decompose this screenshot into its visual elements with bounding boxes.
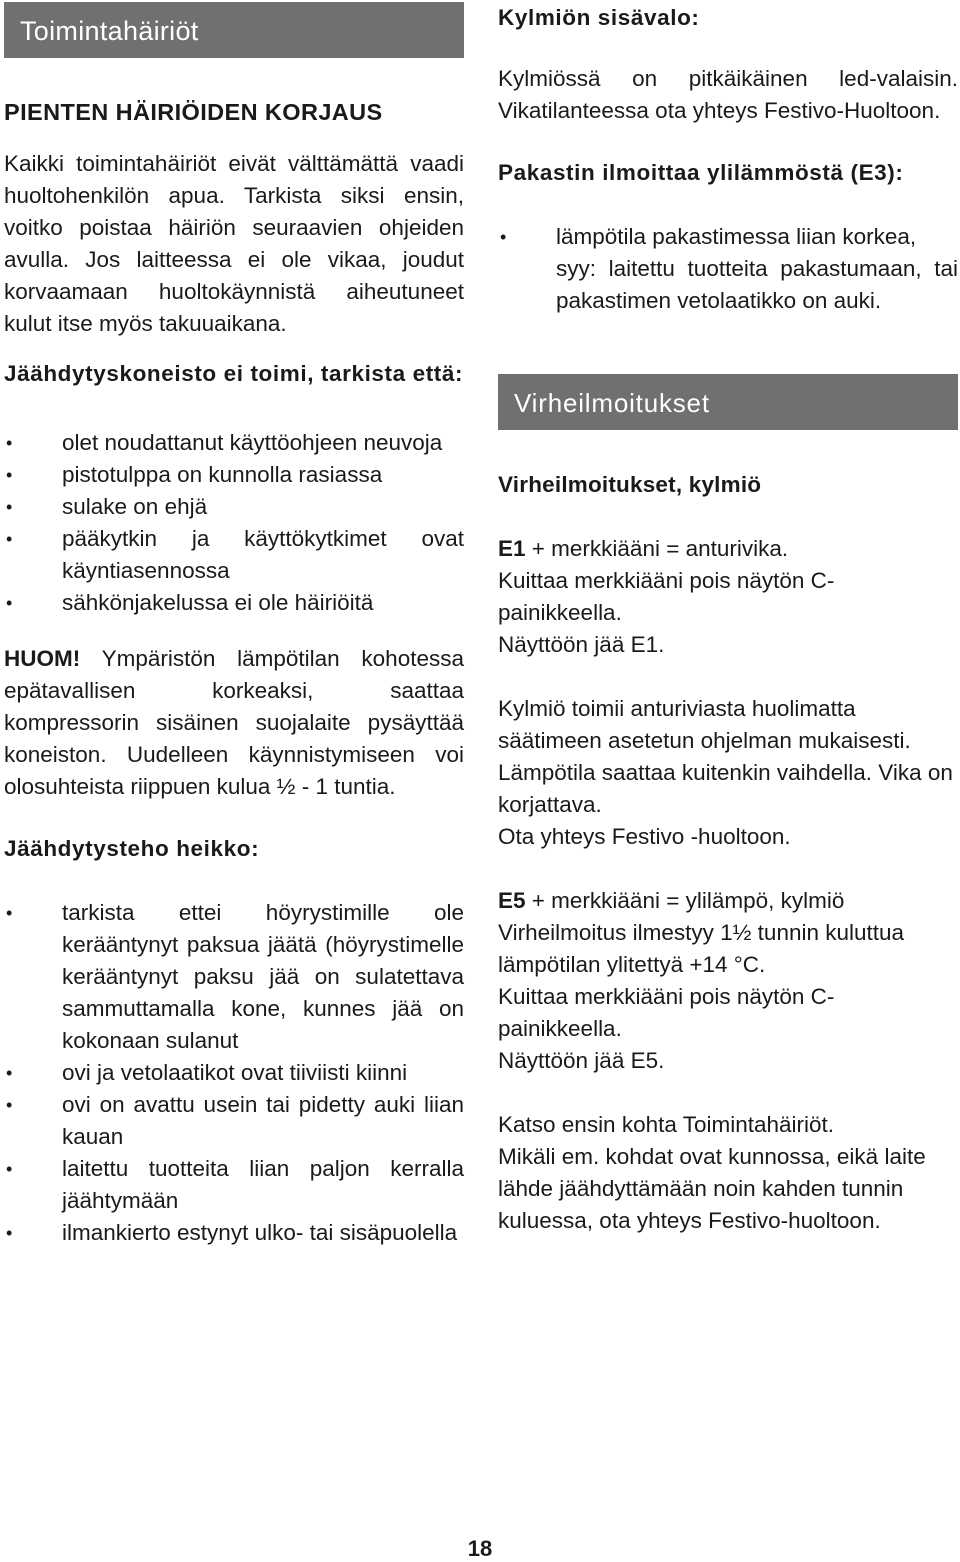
e5-instruction: Kuittaa merkkiääni pois näytön C- painikkeella. xyxy=(498,984,835,1041)
freezer-item-text: lämpötila pakastimessa liian korkea, xyxy=(556,224,917,249)
e5-display: Näyttöön jää E5. xyxy=(498,1048,665,1073)
list-item: • pääkytkin ja käyttökytkimet ovat käyntiasennossa xyxy=(4,523,464,587)
heading-jaahdytyskoneisto: Jäähdytyskoneisto ei toimi, tarkista että: xyxy=(4,361,464,386)
list-item: • laitettu tuotteita liian paljon kerralla jäähtymään xyxy=(4,1153,464,1217)
final-contact: Mikäli em. kohdat ovat kunnossa, eikä laite lähde jäähdyttämään noin kahden tunnin kuluessa, ota yhteys Festivo-huoltoon. xyxy=(498,1144,926,1233)
heading-pienten-hairioiden-korjaus: PIENTEN HÄIRIÖIDEN KORJAUS xyxy=(4,99,383,125)
freezer-list xyxy=(498,221,958,317)
final-see-first: Katso ensin kohta Toimintahäiriöt. xyxy=(498,1112,835,1137)
error-e1-block xyxy=(498,533,958,661)
page-number: 18 xyxy=(467,1536,493,1561)
e1-detail-text: Kylmiö toimii anturiviasta huolimatta säätimeen asetetun ohjelman mukaisesti. Lämpötila saattaa kuitenkin vaihdella. Vika on korjattava. xyxy=(498,696,953,817)
section-banner-virheilmoitukset: Virheilmoitukset xyxy=(498,374,958,430)
list-item: • olet noudattanut käyttöohjeen neuvoja xyxy=(4,427,464,459)
list-item: • ovi ja vetolaatikot ovat tiiviisti kiinni xyxy=(4,1057,464,1089)
error-e1-details xyxy=(498,693,958,853)
e1-instruction: Kuittaa merkkiääni pois näytön C- painikkeella. xyxy=(498,568,835,625)
e5-description: + merkkiääni = ylilämpö, kylmiö xyxy=(525,888,845,913)
light-paragraph: Kylmiössä on pitkäikäinen led-valaisin. Vikatilanteessa ota yhteys Festivo-Huoltoon. xyxy=(498,66,958,123)
e1-code: E1 xyxy=(498,536,526,561)
list-item: • pistotulppa on kunnolla rasiassa xyxy=(4,459,464,491)
heading-pakastin-ylilampo: Pakastin ilmoittaa ylilämmöstä (E3): xyxy=(498,160,904,185)
error-e5-block xyxy=(498,885,958,1077)
list-item: • ovi on avattu usein tai pidetty auki liian kauan xyxy=(4,1089,464,1153)
left-column xyxy=(4,0,464,1249)
freezer-cause-text: syy: laitettu tuotteita pakastumaan, tai pakastimen vetolaatikko on auki. xyxy=(556,256,958,313)
e5-line xyxy=(498,885,958,917)
note-paragraph xyxy=(4,643,464,803)
list-item: • sulake on ehjä xyxy=(4,491,464,523)
list-item: • tarkista ettei höyrystimille ole kerääntynyt paksua jäätä (höyrystimelle kerääntynyt paksu jää on sulatettava sammuttamalla kone, kunnes jää on kokonaan sulanut xyxy=(4,897,464,1057)
final-instructions xyxy=(498,1109,958,1237)
e5-code: E5 xyxy=(498,888,526,913)
list-item xyxy=(498,221,958,317)
heading-jaahdytysteho: Jäähdytysteho heikko: xyxy=(4,836,260,861)
right-column xyxy=(498,0,958,1237)
check-list xyxy=(4,427,464,619)
e1-description: + merkkiääni = anturivika. xyxy=(525,536,789,561)
heading-kylmion-sisavalo: Kylmiön sisävalo: xyxy=(498,5,700,30)
note-text: Ympäristön lämpötilan kohotessa epätavallisen korkeaksi, saattaa kompressorin sisäinen suojalaite pysäyttää koneiston. Uudelleen käynnistymiseen voi olosuhteista riippuen kulua ½ - 1 tuntia. xyxy=(4,646,464,799)
e5-timing: Virheilmoitus ilmestyy 1½ tunnin kuluttua lämpötilan ylitettyä +14 °C. xyxy=(498,920,905,977)
e1-line xyxy=(498,533,958,565)
e1-display: Näyttöön jää E1. xyxy=(498,632,665,657)
heading-virheilmoitukset-kylmio: Virheilmoitukset, kylmiö xyxy=(498,472,762,497)
weak-cooling-list xyxy=(4,897,464,1249)
list-item: • sähkönjakelussa ei ole häiriöitä xyxy=(4,587,464,619)
intro-paragraph: Kaikki toimintahäiriöt eivät välttämättä vaadi huoltohenkilön apua. Tarkista siksi ensin, voitko poistaa häiriön seuraavien ohjeiden avulla. Jos laitteessa ei ole vikaa, joudut korvaamaan huoltokäynnistä aiheutuneet kulut itse myös takuuaikana. xyxy=(4,151,464,336)
e1-contact: Ota yhteys Festivo -huoltoon. xyxy=(498,824,791,849)
list-item: • ilmankierto estynyt ulko- tai sisäpuolella xyxy=(4,1217,464,1249)
note-label: HUOM! xyxy=(4,646,81,671)
section-banner-toimintahairiot: Toimintahäiriöt xyxy=(4,2,464,58)
